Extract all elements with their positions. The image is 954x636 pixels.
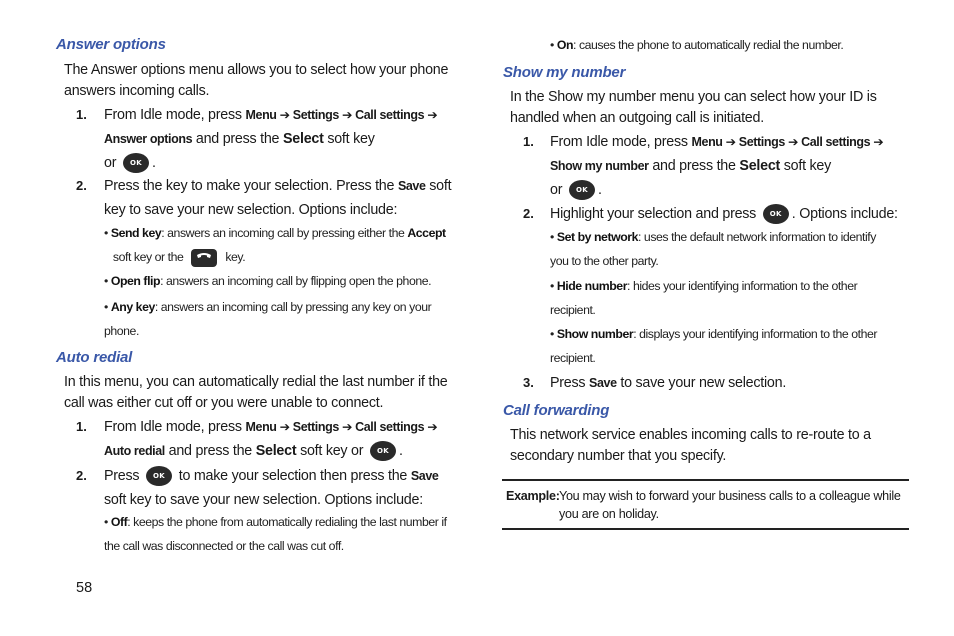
note-bottom-rule <box>502 528 909 530</box>
menu-path: Menu ➔ Settings ➔ Call settings ➔ <box>691 135 884 149</box>
answer-options-intro: The Answer options menu allows you to select how your phone answers incoming calls. <box>64 62 449 99</box>
heading-show-my-number: Show my number <box>503 64 626 81</box>
auto-redial-intro: In this menu, you can automatically redial the last number if the call was either cut off or you were unable to connect. <box>64 374 448 411</box>
bullet-on: • On: causes the phone to automatically redial the number. <box>550 38 844 52</box>
answer-options-step-1: From Idle mode, press Menu ➔ Settings ➔ Call settings ➔ Answer options and press the Select soft key or OK . <box>104 103 464 175</box>
show-my-number-step-2: Highlight your selection and press OK . Options include: <box>550 202 910 226</box>
heading-call-forwarding: Call forwarding <box>503 402 610 419</box>
menu-item: Answer options <box>104 132 193 146</box>
auto-redial-step-1: From Idle mode, press Menu ➔ Settings ➔ Call settings ➔ Auto redial and press the Select soft key or OK . <box>104 415 464 463</box>
ok-key-icon: OK <box>763 204 789 224</box>
step-number: 3. <box>523 375 534 390</box>
send-key-icon <box>191 249 217 267</box>
step-number: 2. <box>76 178 87 193</box>
ok-key-icon: OK <box>123 153 149 173</box>
show-my-number-intro: In the Show my number menu you can select how your ID is handled when an outgoing call is initiated. <box>510 89 877 126</box>
menu-item: Auto redial <box>104 444 165 458</box>
auto-redial-step-2: Press OK to make your selection then press the Save soft key to save your new selection. Options include: <box>104 468 439 508</box>
call-forwarding-intro: This network service enables incoming calls to re-route to a secondary number that you specify. <box>510 427 871 464</box>
bullet-off: • Off: keeps the phone from automatically redialing the last number if the call was disconnected or the call was cut off. <box>104 515 447 553</box>
page-number: 58 <box>76 580 93 596</box>
bullet-any-key: • Any key: answers an incoming call by pressing any key on your phone. <box>104 300 432 338</box>
note-top-rule <box>502 479 909 481</box>
menu-path: Menu ➔ Settings ➔ Call settings ➔ <box>245 420 438 434</box>
step-number: 1. <box>523 134 534 149</box>
note-text: You may wish to forward your business calls to a colleague while you are on holiday. <box>559 489 901 521</box>
step-number: 1. <box>76 419 87 434</box>
heading-answer-options: Answer options <box>56 36 166 53</box>
step-number: 1. <box>76 107 87 122</box>
bullet-set-by-network: • Set by network: uses the default network information to identify you to the other party. <box>550 230 876 268</box>
answer-options-step-2: Press the key to make your selection. Press the Save soft key to save your new selection. Options include: <box>104 178 452 218</box>
ok-key-icon: OK <box>569 180 595 200</box>
show-my-number-step-3: Press Save to save your new selection. <box>550 375 787 391</box>
heading-auto-redial: Auto redial <box>56 349 133 366</box>
show-my-number-step-1: From Idle mode, press Menu ➔ Settings ➔ Call settings ➔ Show my number and press the Select soft key or OK . <box>550 130 910 202</box>
note-label: Example: <box>506 489 560 503</box>
bullet-show-number: • Show number: displays your identifying information to the other recipient. <box>550 327 878 365</box>
step-number: 2. <box>76 468 87 483</box>
bullet-hide-number: • Hide number: hides your identifying information to the other recipient. <box>550 279 858 317</box>
bullet-send-key: • Send key: answers an incoming call by pressing either the Accept soft key or the key. <box>104 221 454 269</box>
bullet-open-flip: • Open flip: answers an incoming call by flipping open the phone. <box>104 274 432 288</box>
menu-path: Menu ➔ Settings ➔ Call settings ➔ <box>245 108 438 122</box>
ok-key-icon: OK <box>146 466 172 486</box>
step-number: 2. <box>523 206 534 221</box>
menu-item: Show my number <box>550 159 649 173</box>
ok-key-icon: OK <box>370 441 396 461</box>
